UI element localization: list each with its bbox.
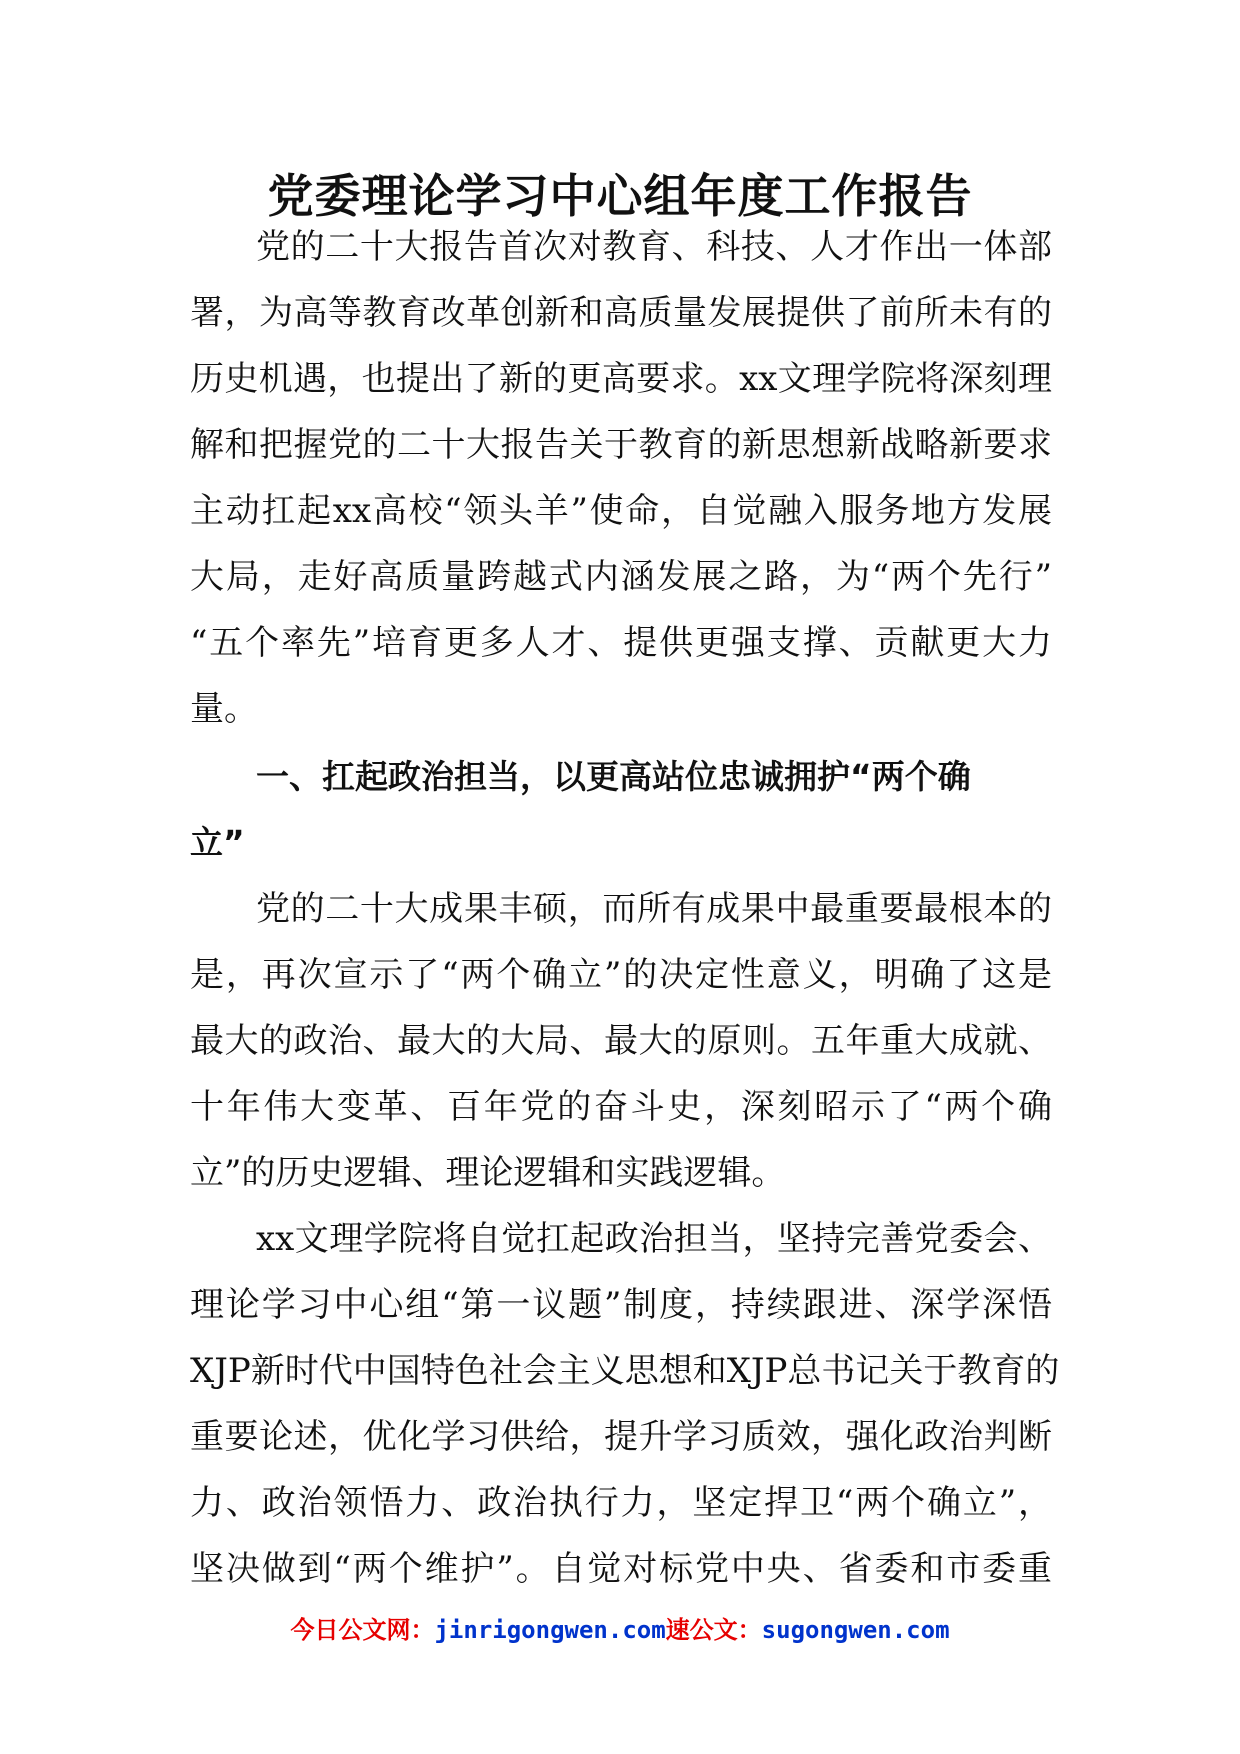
text-line: 解和把握党的二十大报告关于教育的新思想新战略新要求 [190, 425, 1052, 465]
text-line: 党的二十大报告首次对教育、科技、人才作出一体部 [256, 227, 1052, 267]
document-title: 党委理论学习中心组年度工作报告 [267, 169, 973, 223]
paragraph-two-establishments [190, 876, 1052, 1206]
text-line: 坚决做到“两个维护”。自觉对标党中央、省委和市委重 [190, 1549, 1052, 1589]
heading-line: 一、扛起政治担当，以更高站位忠诚拥护“两个确 [256, 757, 971, 796]
section-heading-1 [190, 744, 1052, 876]
text-line: 重要论述，优化学习供给，提升学习质效，强化政治判断 [190, 1417, 1052, 1457]
footer-site2-label: 速公文： [665, 1616, 762, 1644]
text-line: 十年伟大变革、百年党的奋斗史，深刻昭示了“两个确 [190, 1087, 1052, 1127]
footer-site1-link[interactable]: jinrigongwen.com [434, 1616, 666, 1644]
footer-site1-label: 今日公文网： [290, 1616, 435, 1644]
paragraph-college-commitment [190, 1206, 1060, 1602]
footer-site2-link[interactable]: sugongwen.com [761, 1616, 950, 1644]
text-line: 党的二十大成果丰硕，而所有成果中最重要最根本的 [256, 889, 1052, 929]
text-line: XJP新时代中国特色社会主义思想和XJP总书记关于教育的 [190, 1351, 1060, 1391]
text-line: 量。 [190, 689, 258, 729]
text-line: 是，再次宣示了“两个确立”的决定性意义，明确了这是 [190, 955, 1052, 995]
text-line: 理论学习中心组“第一议题”制度，持续跟进、深学深悟 [190, 1285, 1052, 1325]
text-line: xx文理学院将自觉扛起政治担当，坚持完善党委会、 [256, 1219, 1052, 1259]
text-line: 力、政治领悟力、政治执行力，坚定捍卫“两个确立”， [190, 1483, 1052, 1523]
paragraph-intro [190, 214, 1052, 742]
text-line: “五个率先”培育更多人才、提供更强支撑、贡献更大力 [190, 623, 1052, 663]
footer-watermark [0, 1610, 1240, 1645]
text-line: 大局，走好高质量跨越式内涵发展之路，为“两个先行” [190, 557, 1052, 597]
text-line: 署，为高等教育改革创新和高质量发展提供了前所未有的 [190, 293, 1052, 333]
text-line: 最大的政治、最大的大局、最大的原则。五年重大成就、 [190, 1021, 1052, 1061]
heading-line: 立” [190, 823, 245, 862]
text-line: 立”的历史逻辑、理论逻辑和实践逻辑。 [190, 1153, 786, 1193]
text-line: 历史机遇，也提出了新的更高要求。xx文理学院将深刻理 [190, 359, 1052, 399]
text-line: 主动扛起xx高校“领头羊”使命，自觉融入服务地方发展 [190, 491, 1052, 531]
